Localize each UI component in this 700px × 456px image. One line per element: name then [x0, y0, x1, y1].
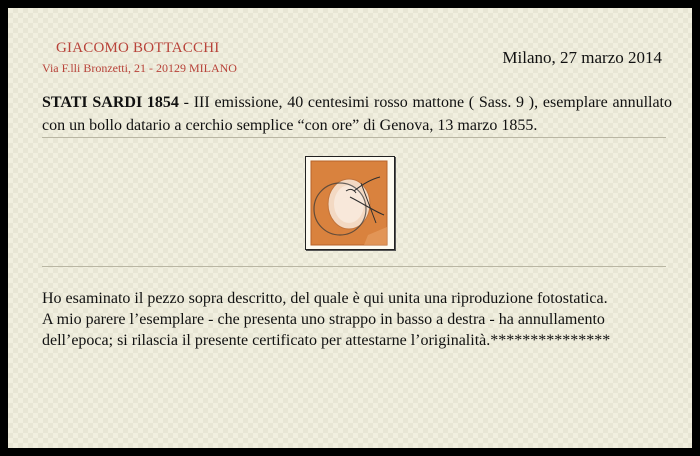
- issuer-name: GIACOMO BOTTACCHI: [56, 40, 220, 56]
- stamp-cameo-inner: [334, 185, 364, 223]
- divider-top: [42, 137, 666, 138]
- stamp-title: STATI SARDI 1854: [42, 94, 179, 111]
- certificate-statement: [42, 288, 672, 351]
- certificate: [8, 8, 692, 448]
- stamp-description: [42, 91, 672, 137]
- stamp-details: - III emissione, 40 centesimi rosso mattone ( Sass. 9 ), esemplare annullato con un bollo datario a cerchio semplice “con ore” di Genova, 13 marzo 1855.: [42, 94, 673, 134]
- statement-line: Ho esaminato il pezzo sopra descritto, del quale è qui unita una riproduzione fotostatica.: [42, 290, 608, 307]
- issuer-address: Via F.lli Bronzetti, 21 - 20129 MILANO: [42, 61, 237, 75]
- stamp-image: [305, 156, 395, 250]
- statement-line: dell’epoca; si rilascia il presente certificato per attestarne l’originalità.***************: [42, 332, 611, 349]
- divider-bottom: [42, 266, 666, 267]
- certificate-date: Milano, 27 marzo 2014: [502, 48, 662, 67]
- stamp-picture: [306, 157, 394, 249]
- statement-line: A mio parere l’esemplare - che presenta uno strappo in basso a destra - ha annullamento: [42, 311, 605, 328]
